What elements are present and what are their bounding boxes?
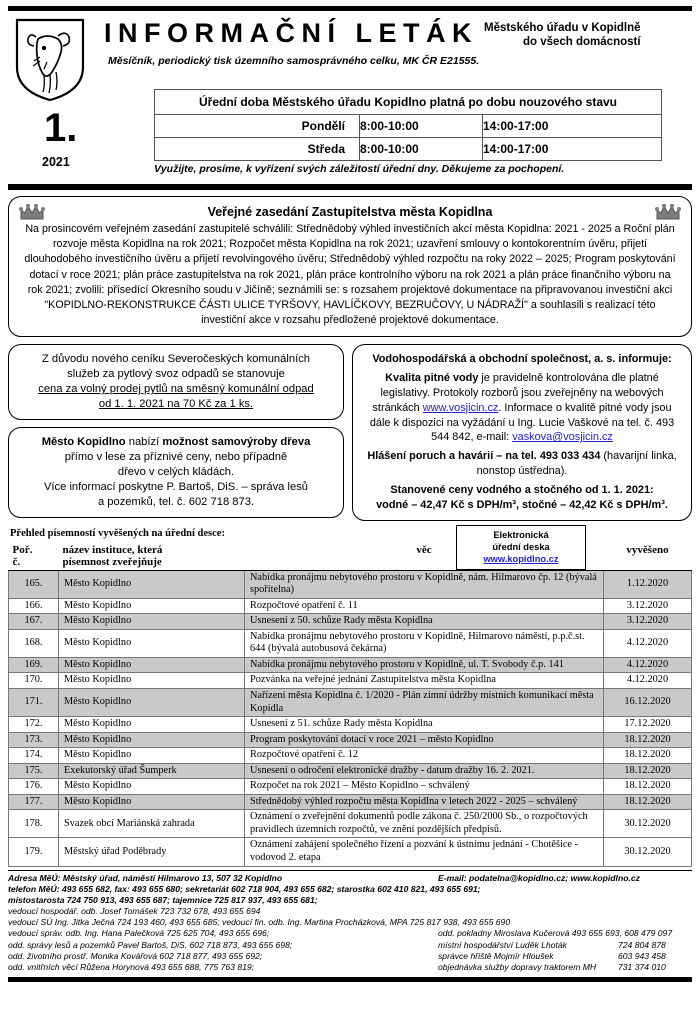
- notice-institution: Město Kopidlno: [59, 779, 245, 795]
- footer-line-1: [8, 873, 692, 884]
- table-row: [9, 810, 692, 838]
- notice-institution: Město Kopidlno: [59, 794, 245, 810]
- table-row: [9, 598, 692, 614]
- footer-environment: odd. životního prostř. Monika Kovářová 602 718 877, 493 655 692;: [8, 950, 263, 961]
- notice-number: 176.: [9, 779, 59, 795]
- footer-local-economy-phone: 724 804 878: [618, 939, 666, 950]
- footer-playground-manager: správce hřiště Mojmír Hloušek: [438, 950, 554, 961]
- masthead-households-line: do všech domácností: [522, 36, 641, 49]
- notice-number: 179.: [9, 838, 59, 866]
- notice-subject: Program poskytování dotací v roce 2021 – město Kopidlno: [245, 732, 604, 748]
- office-hours-title: Úřední doba Městského úřadu Kopidlno platná po dobu nouzového stavu: [155, 90, 662, 115]
- notice-number: 165.: [9, 570, 59, 598]
- kopidlno-website-link[interactable]: www.kopidlno.cz: [483, 554, 559, 565]
- table-row: [9, 838, 692, 866]
- table-row: [9, 688, 692, 716]
- notice-subject: Nabídka pronájmu nebytového prostoru v Kopidlně, Hilmarovo náměstí, p.p.č.st. 644 (bývalá autobusová čekárna): [245, 629, 604, 657]
- column-header-number: [9, 542, 59, 571]
- office-hours-note: Využijte, prosíme, k vyřízení svých záležitostí úřední dny. Děkujeme za pochopení.: [154, 163, 565, 175]
- wood-line-4: Více informací poskytne P. Bartoš, DiS. – správa lesů: [43, 481, 309, 494]
- footer-forestry: odd. správy lesů a pozemků Pavel Bartoš, DiS. 602 718 873, 493 655 698;: [8, 939, 293, 950]
- notice-date: 17.12.2020: [604, 717, 692, 733]
- office-hours-morning: 8:00-10:00: [360, 138, 483, 161]
- footer-cashier: odd. pokladny Miroslava Kučerová 493 655 693, 608 479 097: [438, 928, 673, 939]
- bottom-rule: [8, 977, 692, 982]
- wood-line-1: [19, 435, 333, 450]
- water-quality-paragraph: [363, 371, 681, 445]
- notice-number: 170.: [9, 673, 59, 689]
- edesk-line-1: Elektronická: [493, 530, 549, 540]
- council-meeting-body: Na prosincovém veřejném zasedání zastupitelé schválili: Střednědobý výhled investičních akcí města Kopidlna: 2021 - 2025 a Roční plán rozvoje města Kopidlna na rok 2021; Rozpočet města Kopidlna na rok 2021; uzavření smlouvy o kontokorentním úvěru, přijetí dlouhodobého investičního úvěru a přijetí revolvingového úvěru; Střednědobý výhled rozpočtu na roky 2022 – 2025; Program poskytování dotací v roce 2021; plán práce zastupitelstva na rok 2021, plán práce kontrolního výboru na rok 2021 a plán práce finančního výboru na rok 2021; zvolili: přísedící Okresního soudu v Jičíně; seznámili se: s rozsahem projektové dokumentace na připravovanou investiční akci "KOPIDLNO-REKONSTRUKCE ČÁSTI ULICE TYRŠOVY, HAVLÍČKOVY, BEZRUČOVY, U NÁDRAŽÍ" a souhlasili s realizací této investiční akce v rozsahu předložené projektové dokumentace.: [24, 223, 676, 327]
- notice-subject: Nabídka pronájmu nebytového prostoru v Kopidlně, nám. Hilmarovo čp. 12 (bývalá spořitelna): [245, 570, 604, 598]
- office-hours-afternoon: 14:00-17:00: [483, 115, 662, 138]
- water-quality-label: Kvalita pitné vody: [385, 372, 479, 385]
- notice-subject: Střednědobý výhled rozpočtu města Kopidlna v letech 2022 - 2025 – schválený: [245, 794, 604, 810]
- column-header-institution-line1: název instituce, která: [62, 543, 163, 556]
- table-row: [9, 732, 692, 748]
- notice-date: 30.12.2020: [604, 810, 692, 838]
- footer-internal-affairs: odd. vnitřních věcí Růžena Horynová 493 655 688, 775 763 819;: [8, 961, 255, 972]
- column-header-institution-line2: písemnost zveřejňuje: [62, 555, 162, 568]
- footer-playground-phone: 603 943 458: [618, 950, 666, 961]
- section-divider-rule: [8, 184, 692, 190]
- table-row: [9, 657, 692, 673]
- edesk-line-2: úřední deska: [492, 542, 550, 553]
- notice-number: 169.: [9, 657, 59, 673]
- notice-number: 167.: [9, 614, 59, 630]
- footer-email-web: E-mail: podatelna@kopidlno.cz; www.kopidlno.cz: [438, 872, 640, 883]
- office-hours-header-row: [155, 90, 662, 115]
- notice-subject: Rozpočtové opatření č. 11: [245, 598, 604, 614]
- notice-subject: Oznámení zahájení společného řízení a pozvání k ústnímu jednání - Chotěšice - vodovod 2. etapa: [245, 838, 604, 866]
- notices-header-row: [9, 542, 692, 571]
- notice-date: 16.12.2020: [604, 688, 692, 716]
- notice-subject: Rozpočet na rok 2021 – Město Kopidlno – schválený: [245, 779, 604, 795]
- wood-line-5: a pozemků, tel. č. 602 718 873.: [97, 496, 255, 509]
- footer-line-2: telefon MěÚ: 493 655 682, fax: 493 655 680; sekretariát 602 718 904, 493 655 682; starostka 602 410 821, 493 655 691;: [8, 883, 481, 894]
- council-meeting-box: [8, 196, 692, 337]
- footer-divider-rule: [8, 870, 692, 871]
- office-hours-afternoon: 14:00-17:00: [483, 138, 662, 161]
- water-heading: Vodohospodářská a obchodní společnost, a. s. informuje:: [372, 353, 672, 366]
- wood-offer-highlight: možnost samovýroby dřeva: [162, 436, 311, 449]
- waste-price-box: [8, 344, 344, 420]
- water-prices-values: vodné – 42,47 Kč s DPH/m³, stočné – 42,42 Kč s DPH/m³.: [376, 498, 668, 511]
- notice-number: 178.: [9, 810, 59, 838]
- water-faults-label: Hlášení poruch a havárií – na tel. 493 033 434: [367, 450, 601, 463]
- notice-institution: Město Kopidlno: [59, 748, 245, 764]
- notice-date: 30.12.2020: [604, 838, 692, 866]
- notices-caption: Přehled písemností vyvěšených na úřední desce:: [10, 527, 225, 539]
- table-row: [9, 570, 692, 598]
- goat-head-shield-coat-of-arms-icon: [14, 17, 86, 103]
- notice-number: 168.: [9, 629, 59, 657]
- wood-town-name: Město Kopidlno: [41, 436, 126, 449]
- footer-line-6: [8, 928, 692, 939]
- notice-date: 4.12.2020: [604, 657, 692, 673]
- masthead-periodical-note: Měsíčník, periodický tisk územního samosprávného celku, MK ČR E21555.: [108, 55, 480, 67]
- water-company-box: [352, 344, 692, 520]
- page-title: INFORMAČNÍ LETÁK: [104, 18, 478, 48]
- notice-subject: Nařízení města Kopidlna č. 1/2020 - Plán zimní údržby místních komunikací města Kopidla: [245, 688, 604, 716]
- footer-line-3: místostarosta 724 750 913, 493 655 687; tajemnice 725 817 937, 493 655 681;: [8, 894, 318, 905]
- notice-subject: Oznámení o zveřejnění dokumentů podle zákona č. 250/2000 Sb., o rozpočtových pravidlech územních rozpočtů, ve znění pozdějších předpisů.: [245, 810, 604, 838]
- notice-date: 1.12.2020: [604, 570, 692, 598]
- office-hours-row: [155, 115, 662, 138]
- issue-number: 1.: [44, 106, 78, 150]
- table-row: [9, 779, 692, 795]
- info-boxes-row: [8, 344, 692, 520]
- vaskova-email-link[interactable]: vaskova@vosjicin.cz: [512, 431, 613, 444]
- footer-local-economy: místní hospodářství Luděk Lhoták: [438, 939, 567, 950]
- notice-institution: Město Kopidlno: [59, 598, 245, 614]
- notice-date: 18.12.2020: [604, 763, 692, 779]
- notice-number: 172.: [9, 717, 59, 733]
- vosjicin-website-link[interactable]: www.vosjicin.cz: [422, 401, 499, 414]
- waste-line-3: cena za volný prodej pytlů na směsný komunální odpad: [38, 383, 314, 396]
- notice-number: 174.: [9, 748, 59, 764]
- masthead-title-row: [104, 19, 692, 50]
- notice-subject: Rozpočtové opatření č. 12: [245, 748, 604, 764]
- notice-institution: Město Kopidlno: [59, 570, 245, 598]
- footer-line-4: vedoucí hospodář. odb. Josef Tomášek 723 732 678, 493 655 694: [8, 906, 261, 917]
- table-row: [9, 794, 692, 810]
- council-meeting-heading: Veřejné zasedání Zastupitelstva města Kopidlna: [207, 205, 493, 219]
- notice-date: 18.12.2020: [604, 732, 692, 748]
- wood-offers-text: nabízí: [125, 436, 163, 449]
- masthead-subtitle-right: [484, 19, 641, 50]
- table-row: [9, 614, 692, 630]
- table-row: [9, 717, 692, 733]
- water-quality-tail: . Informace o kvalitě pitné vody jsou dále k dispozici na vyžádání u Ing. Lucie Vaškové na tel. č. 493 544 842, e-mail:: [369, 401, 675, 444]
- notice-number: 171.: [9, 688, 59, 716]
- notice-institution: Město Kopidlno: [59, 688, 245, 716]
- column-header-number-line1: Poř.: [12, 543, 33, 556]
- notice-subject: Usnesení z 51. schůze Rady města Kopidlna: [245, 717, 604, 733]
- notice-date: 3.12.2020: [604, 598, 692, 614]
- wood-line-3: dřevo v celých kládách.: [117, 466, 235, 479]
- notice-subject: Nabídka pronájmu nebytového prostoru v Kopidlně, ul. T. Svobody č.p. 141: [245, 657, 604, 673]
- column-header-subject: věc: [245, 542, 604, 571]
- water-faults-paragraph: [363, 449, 681, 479]
- footer-tractor-phone: 731 374 010: [618, 961, 666, 972]
- notice-institution: Exekutorský úřad Šumperk: [59, 763, 245, 779]
- notice-number: 177.: [9, 794, 59, 810]
- footer-line-8: [8, 951, 692, 962]
- notice-subject: Pozvánka na veřejné jednání Zastupitelstva města Kopidlna: [245, 673, 604, 689]
- notice-date: 18.12.2020: [604, 794, 692, 810]
- footer-line-7: [8, 940, 692, 951]
- office-hours-day: Pondělí: [155, 115, 360, 138]
- issue-year: 2021: [42, 155, 70, 169]
- crown-icon: [19, 204, 45, 221]
- notice-institution: Město Kopidlno: [59, 732, 245, 748]
- crown-icon: [655, 204, 681, 221]
- notice-number: 166.: [9, 598, 59, 614]
- notices-table: [8, 542, 692, 867]
- water-quality-text: je pravidelně kontrolována dle platné legislativy. Protokoly rozborů jsou zveřejněny na webových stránkách: [372, 372, 664, 414]
- office-hours-day: Středa: [155, 138, 360, 161]
- masthead: [8, 11, 692, 179]
- notice-date: 4.12.2020: [604, 629, 692, 657]
- footer-line-5: vedoucí SÚ Ing. Jitka Ječná 724 193 460, 493 655 685; vedoucí fin. odb. Ing. Martina Procházková, MPA 725 817 938, 493 655 690: [8, 917, 511, 928]
- wood-line-2: přímo v lese za příznivé ceny, nebo případně: [64, 451, 288, 464]
- notice-institution: Město Kopidlno: [59, 629, 245, 657]
- footer-line-9: [8, 962, 692, 973]
- notices-table-head: [9, 542, 692, 571]
- notice-number: 173.: [9, 732, 59, 748]
- footer-admin-head: vedoucí správ. odb. Ing. Hana Palečková 725 625 704, 493 655 696;: [8, 928, 270, 939]
- notice-subject: Usnesení z 50. schůze Rady města Kopidlna: [245, 614, 604, 630]
- electronic-notice-board-box: [456, 525, 586, 570]
- newsletter-page: [0, 6, 700, 1016]
- water-faults-text: (havarijní linka, nonstop ústředna).: [476, 450, 677, 478]
- notice-institution: Město Kopidlno: [59, 657, 245, 673]
- info-boxes-right-column: [352, 344, 692, 520]
- notice-date: 18.12.2020: [604, 748, 692, 764]
- office-hours-morning: 8:00-10:00: [360, 115, 483, 138]
- notice-institution: Svazek obcí Mariánská zahrada: [59, 810, 245, 838]
- notice-number: 175.: [9, 763, 59, 779]
- notices-table-body: [9, 570, 692, 866]
- waste-line-2: služeb za pytlový svoz odpadů se stanovuje: [67, 368, 285, 381]
- office-hours-table: [154, 89, 662, 161]
- footer-contacts: [8, 873, 692, 974]
- notice-date: 4.12.2020: [604, 673, 692, 689]
- column-header-number-line2: č.: [12, 555, 21, 568]
- masthead-office-line: Městského úřadu v Kopidlně: [483, 22, 641, 34]
- notice-institution: Městský úřad Poděbrady: [59, 838, 245, 866]
- notice-institution: Město Kopidlno: [59, 614, 245, 630]
- waste-line-1: Z důvodu nového ceníku Severočeských komunálních: [41, 353, 311, 366]
- notice-institution: Město Kopidlno: [59, 717, 245, 733]
- notice-date: 18.12.2020: [604, 779, 692, 795]
- column-header-institution: [59, 542, 245, 571]
- table-row: [9, 748, 692, 764]
- water-prices-heading: Stanovené ceny vodného a stočného od 1. 1. 2021:: [390, 483, 654, 496]
- footer-tractor-service: objednávka služby dopravy traktorem MH: [438, 961, 597, 972]
- column-header-date: vyvěšeno: [604, 542, 692, 571]
- table-row: [9, 763, 692, 779]
- notice-date: 3.12.2020: [604, 614, 692, 630]
- footer-address: Adresa MěÚ: Městský úřad, náměstí Hilmarovo 13, 507 32 Kopidlno: [8, 872, 283, 883]
- info-boxes-left-column: [8, 344, 344, 518]
- waste-line-4: od 1. 1. 2021 na 70 Kč za 1 ks.: [98, 398, 254, 411]
- table-row: [9, 673, 692, 689]
- table-row: [9, 629, 692, 657]
- notice-institution: Město Kopidlno: [59, 673, 245, 689]
- notice-subject: Usnesení o odročení elektronické dražby - datum dražby 16. 2. 2021.: [245, 763, 604, 779]
- office-hours-row: [155, 138, 662, 161]
- wood-offer-box: [8, 427, 344, 518]
